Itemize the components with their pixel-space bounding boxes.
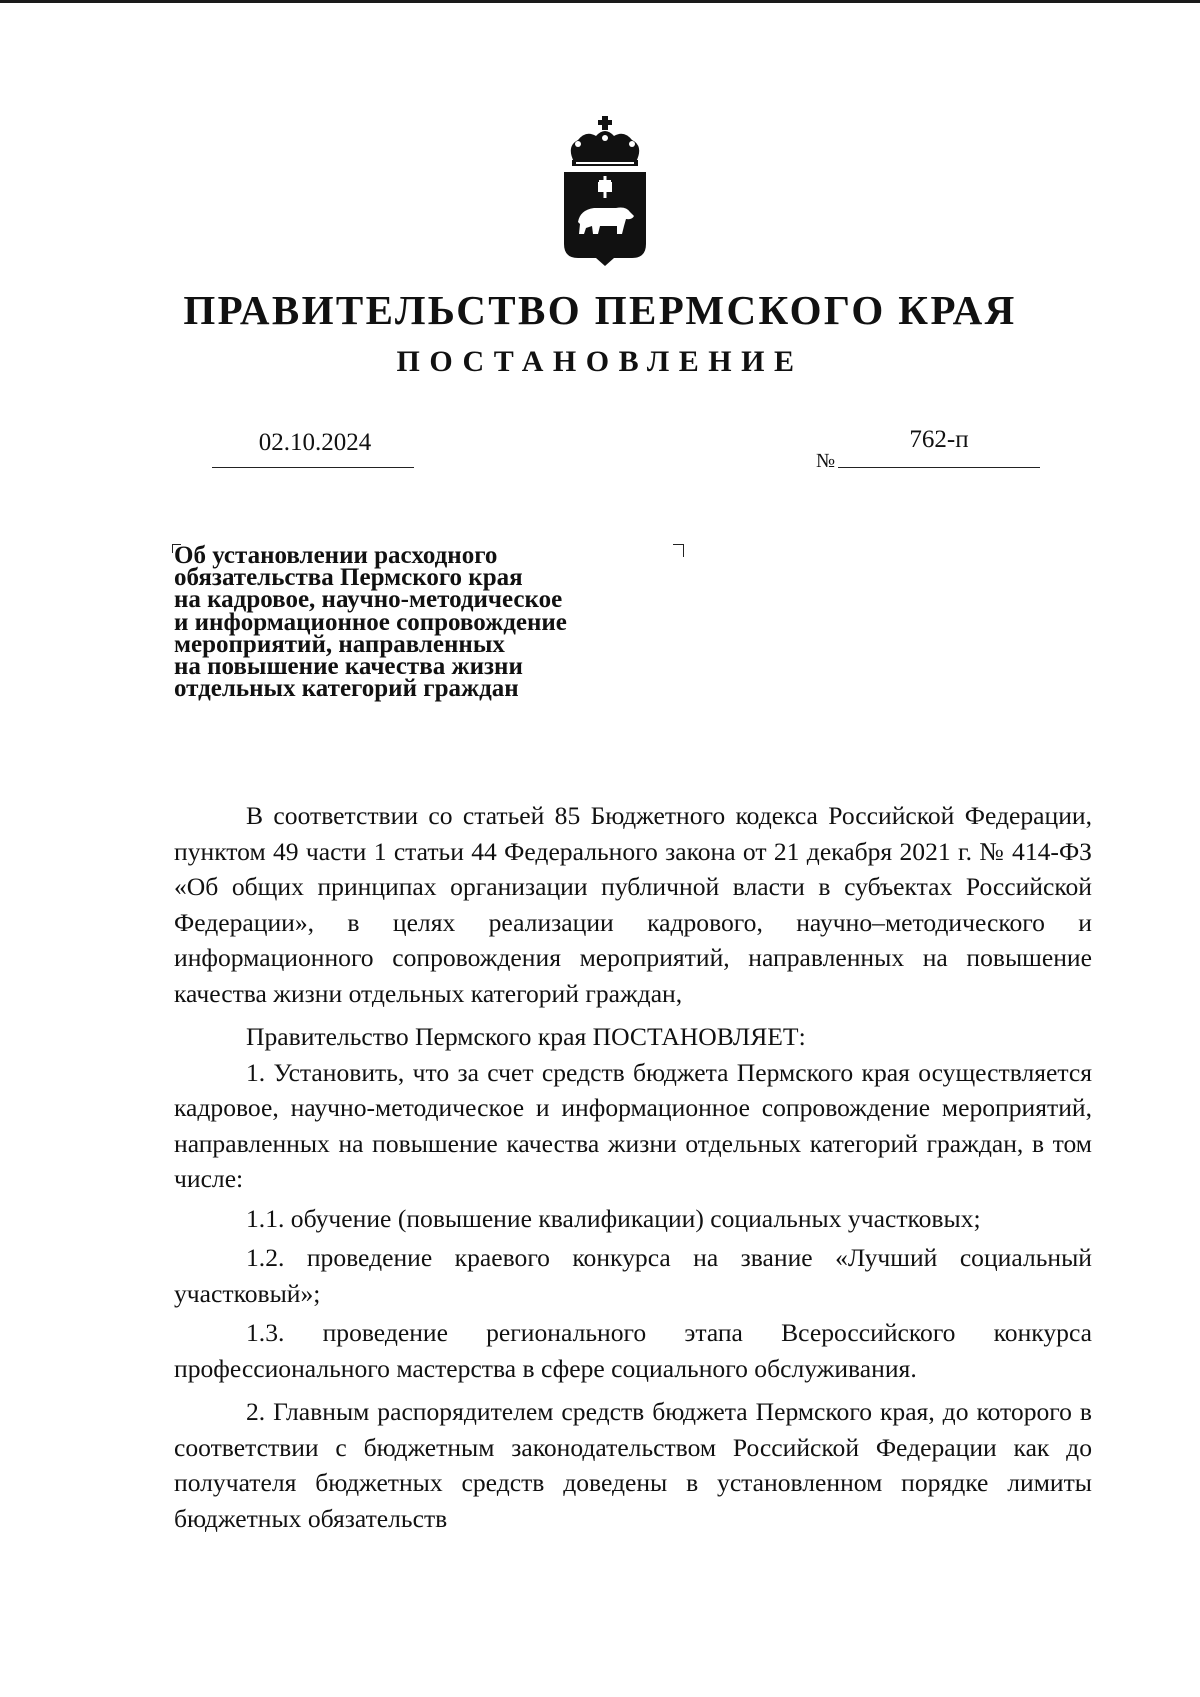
document-number: 762-п [909, 426, 969, 453]
item-1: 1. Установить, что за счет средств бюджета Пермского края осуществляется кадровое, научно-методическое и информационное сопровождение мероприятий, направленных на повышение качества жизни отдельных категорий граждан, в том числе: [174, 1057, 1092, 1193]
subject-line: и информационное сопровождение [174, 608, 567, 636]
document-date: 02.10.2024 [258, 429, 372, 456]
subject-line: обязательства Пермского края [174, 564, 523, 592]
subject-line: Об установлении расходного [174, 542, 498, 569]
item-2: 2. Главным распорядителем средств бюджета Пермского края, до которого в соответствии с бюджетным законодательством Российской Федерации как до получателя бюджетных средств доведены в установленном порядке лимиты бюджетных обязательств [174, 1397, 1092, 1533]
preamble-paragraph: В соответствии со статьей 85 Бюджетного кодекса Российской Федерации, пунктом 49 части 1 статьи 44 Федерального закона от 21 декабря 2021 г. № 414-ФЗ «Об общих принципах организации публичной власти в субъектах Российской Федерации», в целях реализации кадрового, научно–методического и информационного сопровождения мероприятий, направленных на повышение качества жизни отдельных категорий граждан, [174, 801, 1092, 1008]
document-subject [174, 542, 694, 703]
subject-line: мероприятий, направленных [174, 630, 505, 658]
subject-line: отдельных категорий граждан [174, 675, 519, 703]
scan-edge [0, 0, 1200, 3]
number-sign: № [816, 450, 836, 472]
resolves-paragraph: Правительство Пермского края ПОСТАНОВЛЯЕТ: [246, 1022, 806, 1051]
item-1-1: 1.1. обучение (повышение квалификации) социальных участковых; [246, 1203, 981, 1233]
date-underline [212, 467, 414, 468]
government-title: ПРАВИТЕЛЬСТВО ПЕРМСКОГО КРАЯ [183, 287, 1017, 333]
number-underline [838, 467, 1040, 468]
subject-line: на повышение качества жизни [174, 653, 523, 681]
item-1-3: 1.3. проведение регионального этапа Всероссийского конкурса профессионального мастерства в сфере социального обслуживания. [174, 1318, 1092, 1383]
item-1-2: 1.2. проведение краевого конкурса на звание «Лучший социальный участковый»; [174, 1243, 1092, 1308]
subject-line: на кадровое, научно-методическое [174, 586, 563, 614]
document-type: ПОСТАНОВЛЕНИЕ [396, 345, 804, 378]
document-body [174, 798, 1092, 1536]
perm-krai-coat-of-arms-icon [556, 116, 654, 268]
